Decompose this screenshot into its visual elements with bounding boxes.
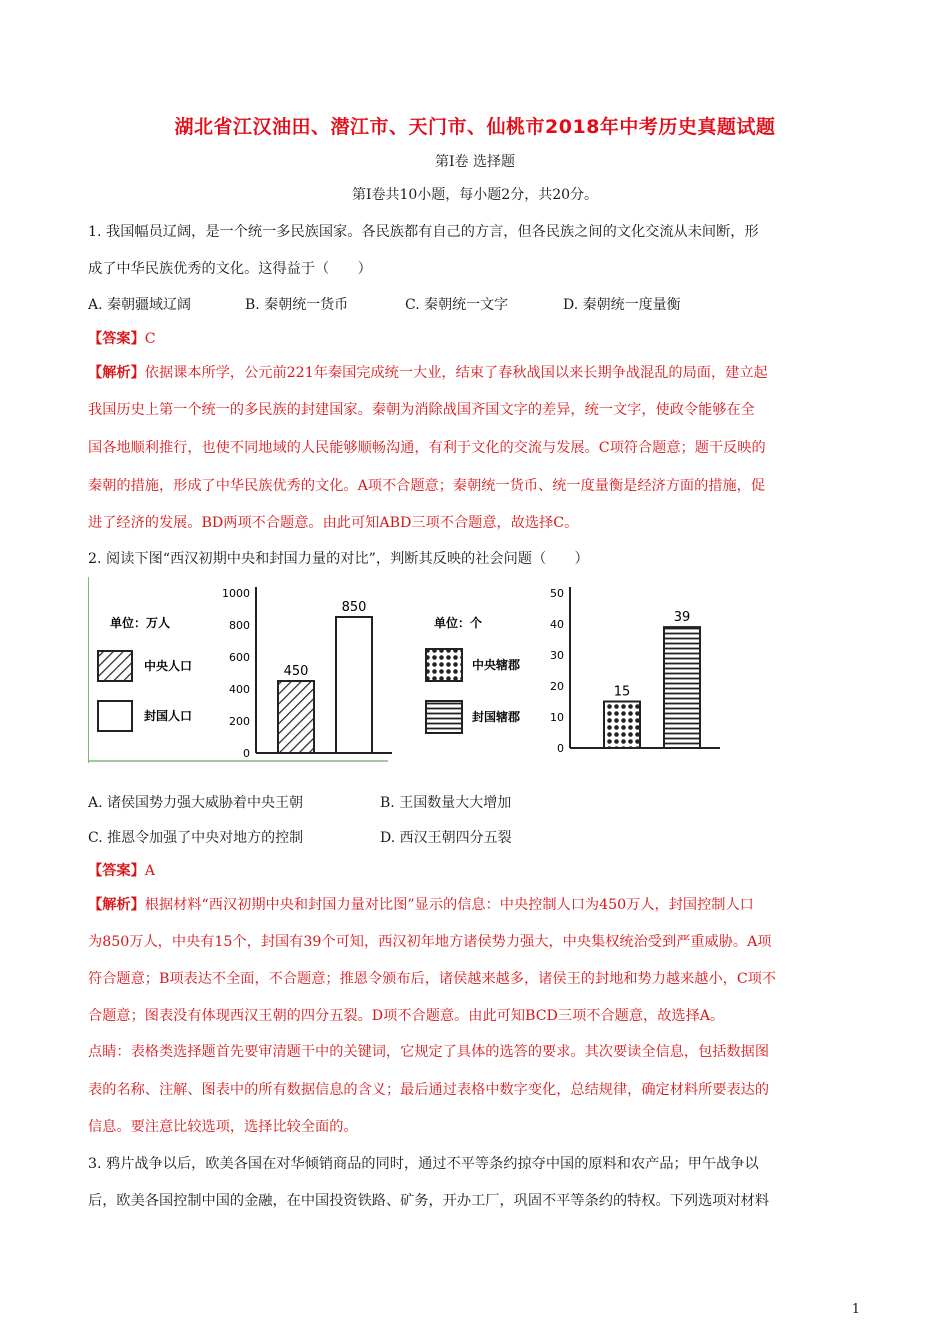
q1-option-b: B. 秦朝统一货币: [245, 297, 349, 313]
q1-analysis-line4: 秦朝的措施，形成了中华民族优秀的文化。A项不合题意；秦朝统一货币、统一度量衡是经济方面的措施，促: [88, 478, 766, 494]
chart-svg: [88, 577, 730, 763]
population-unit-label: 单位：万人: [110, 616, 171, 630]
commandery-bar-data-label: 15: [613, 684, 631, 700]
q1-answer: [88, 328, 863, 348]
comparison-chart: [88, 577, 730, 763]
population-y-tick-label: 200: [229, 715, 250, 728]
commandery-bar: [664, 627, 700, 748]
analysis-text: 依据课本所学，公元前221年秦国完成统一大业，结束了春秋战国以来长期争战混乱的局面，建立起: [144, 365, 768, 381]
commandery-bar-data-label: 39: [673, 610, 691, 626]
analysis-tag: 【解析】: [88, 365, 145, 381]
exam-title: 湖北省江汉油田、潜江市、天门市、仙桃市2018年中考历史真题试题: [174, 116, 776, 138]
answer-tag: 【答案】: [88, 331, 145, 347]
commandery-bar: [604, 702, 640, 749]
commandery-y-tick-label: 0: [557, 742, 564, 755]
q1-stem-line1: 1. 我国幅员辽阔，是一个统一多民族国家。各民族都有自己的方言，但各民族之间的文化交流从未间断，形: [88, 224, 759, 240]
q2-option-a: A. 诸侯国势力强大威胁着中央王朝: [88, 795, 304, 811]
population-y-tick-label: 800: [229, 619, 250, 632]
population-y-tick-label: 600: [229, 651, 250, 664]
q1-option-c: C. 秦朝统一文字: [405, 297, 509, 313]
q2-option-c: C. 推恩令加强了中央对地方的控制: [88, 830, 304, 846]
q2-tip-line2: 表的名称、注解、图表中的所有数据信息的含义；最后通过表格中数字变化，总结规律，确定材料所要表达的: [88, 1082, 770, 1098]
answer-tag: 【答案】: [88, 863, 145, 879]
commandery-unit-label: 单位：个: [434, 616, 483, 630]
legend-label-central-population: 中央人口: [144, 659, 193, 673]
population-bar: [278, 681, 314, 753]
analysis-text: 根据材料“西汉初期中央和封国力量对比图”显示的信息：中央控制人口为450万人，封国控制人口: [144, 897, 754, 913]
q2-answer: [88, 860, 863, 880]
population-y-tick-label: 0: [243, 747, 250, 760]
page-number: 1: [851, 1302, 860, 1317]
q3-stem-line2: 后，欧美各国控制中国的金融，在中国投资铁路、矿务，开办工厂，巩固不平等条约的特权。下列选项对材料: [88, 1193, 770, 1209]
q2-tip-line3: 信息。要注意比较选项，选择比较全面的。: [88, 1119, 358, 1135]
commandery-y-tick-label: 30: [550, 649, 564, 662]
q2-analysis-line2: 为850万人，中央有15个，封国有39个可知，西汉初年地方诸侯势力强大，中央集权统治受到严重威胁。A项: [88, 934, 772, 950]
section-heading: 第Ⅰ卷 选择题: [435, 154, 515, 170]
legend-swatch-central-population: [98, 651, 132, 681]
q1-analysis-line2: 我国历史上第一个统一的多民族的封建国家。秦朝为消除战国齐国文字的差异，统一文字，使政令能够在全: [88, 402, 755, 418]
population-bar: [336, 617, 372, 753]
population-bar-data-label: 850: [341, 600, 367, 615]
q1-analysis-line1: [88, 362, 863, 382]
q2-stem-line1: 2. 阅读下图“西汉初期中央和封国力量的对比”，判断其反映的社会问题（ ）: [88, 551, 589, 567]
commandery-y-tick-label: 10: [550, 711, 564, 724]
population-y-tick-label: 400: [229, 683, 250, 696]
q1-analysis-line5: 进了经济的发展。BD两项不合题意。由此可知ABD三项不合题意，故选择C。: [88, 515, 579, 531]
legend-label-central-commanderies: 中央辖郡: [472, 658, 521, 672]
commandery-y-tick-label: 20: [550, 680, 564, 693]
legend-label-fief-population: 封国人口: [144, 709, 193, 723]
answer-value: A: [144, 863, 156, 879]
q2-option-b: B. 王国数量大大增加: [380, 795, 512, 811]
q2-option-d: D. 西汉王朝四分五裂: [380, 830, 512, 846]
q3-stem-line1: 3. 鸦片战争以后，欧美各国在对华倾销商品的同时，通过不平等条约掠夺中国的原料和农产品；甲午战争以: [88, 1156, 759, 1172]
q2-tip-line1: 点睛：表格类选择题首先要审清题干中的关键词，它规定了具体的选答的要求。其次要读全信息，包括数据图: [88, 1044, 770, 1060]
q2-analysis-line3: 符合题意；B项表达不全面，不合题意；推恩令颁布后，诸侯越来越多，诸侯王的封地和势力越来越小，C项不: [88, 971, 777, 987]
commandery-y-tick-label: 40: [550, 618, 564, 631]
population-bar-data-label: 450: [283, 664, 309, 679]
q1-stem-line2: 成了中华民族优秀的文化。这得益于（ ）: [88, 261, 372, 277]
section-note: 第Ⅰ卷共10小题，每小题2分，共20分。: [351, 187, 599, 203]
legend-swatch-fief-commanderies: [426, 701, 462, 733]
q1-option-d: D. 秦朝统一度量衡: [563, 297, 681, 313]
q2-analysis-line1: [88, 894, 863, 914]
legend-label-fief-commanderies: 封国辖郡: [472, 710, 521, 724]
q2-analysis-line4: 合题意；图表没有体现西汉王朝的四分五裂。D项不合题意。由此可知BCD三项不合题意，故选择A。: [88, 1008, 725, 1024]
population-y-tick-label: 1000: [222, 587, 250, 600]
legend-swatch-central-commanderies: [426, 649, 462, 681]
legend-swatch-fief-population: [98, 701, 132, 731]
commandery-y-tick-label: 50: [550, 587, 564, 600]
q1-analysis-line3: 国各地顺利推行，也使不同地域的人民能够顺畅沟通，有利于文化的交流与发展。C项符合题意；题干反映的: [88, 440, 766, 456]
answer-value: C: [144, 331, 156, 347]
analysis-tag: 【解析】: [88, 897, 145, 913]
q1-option-a: A. 秦朝疆域辽阔: [88, 297, 192, 313]
